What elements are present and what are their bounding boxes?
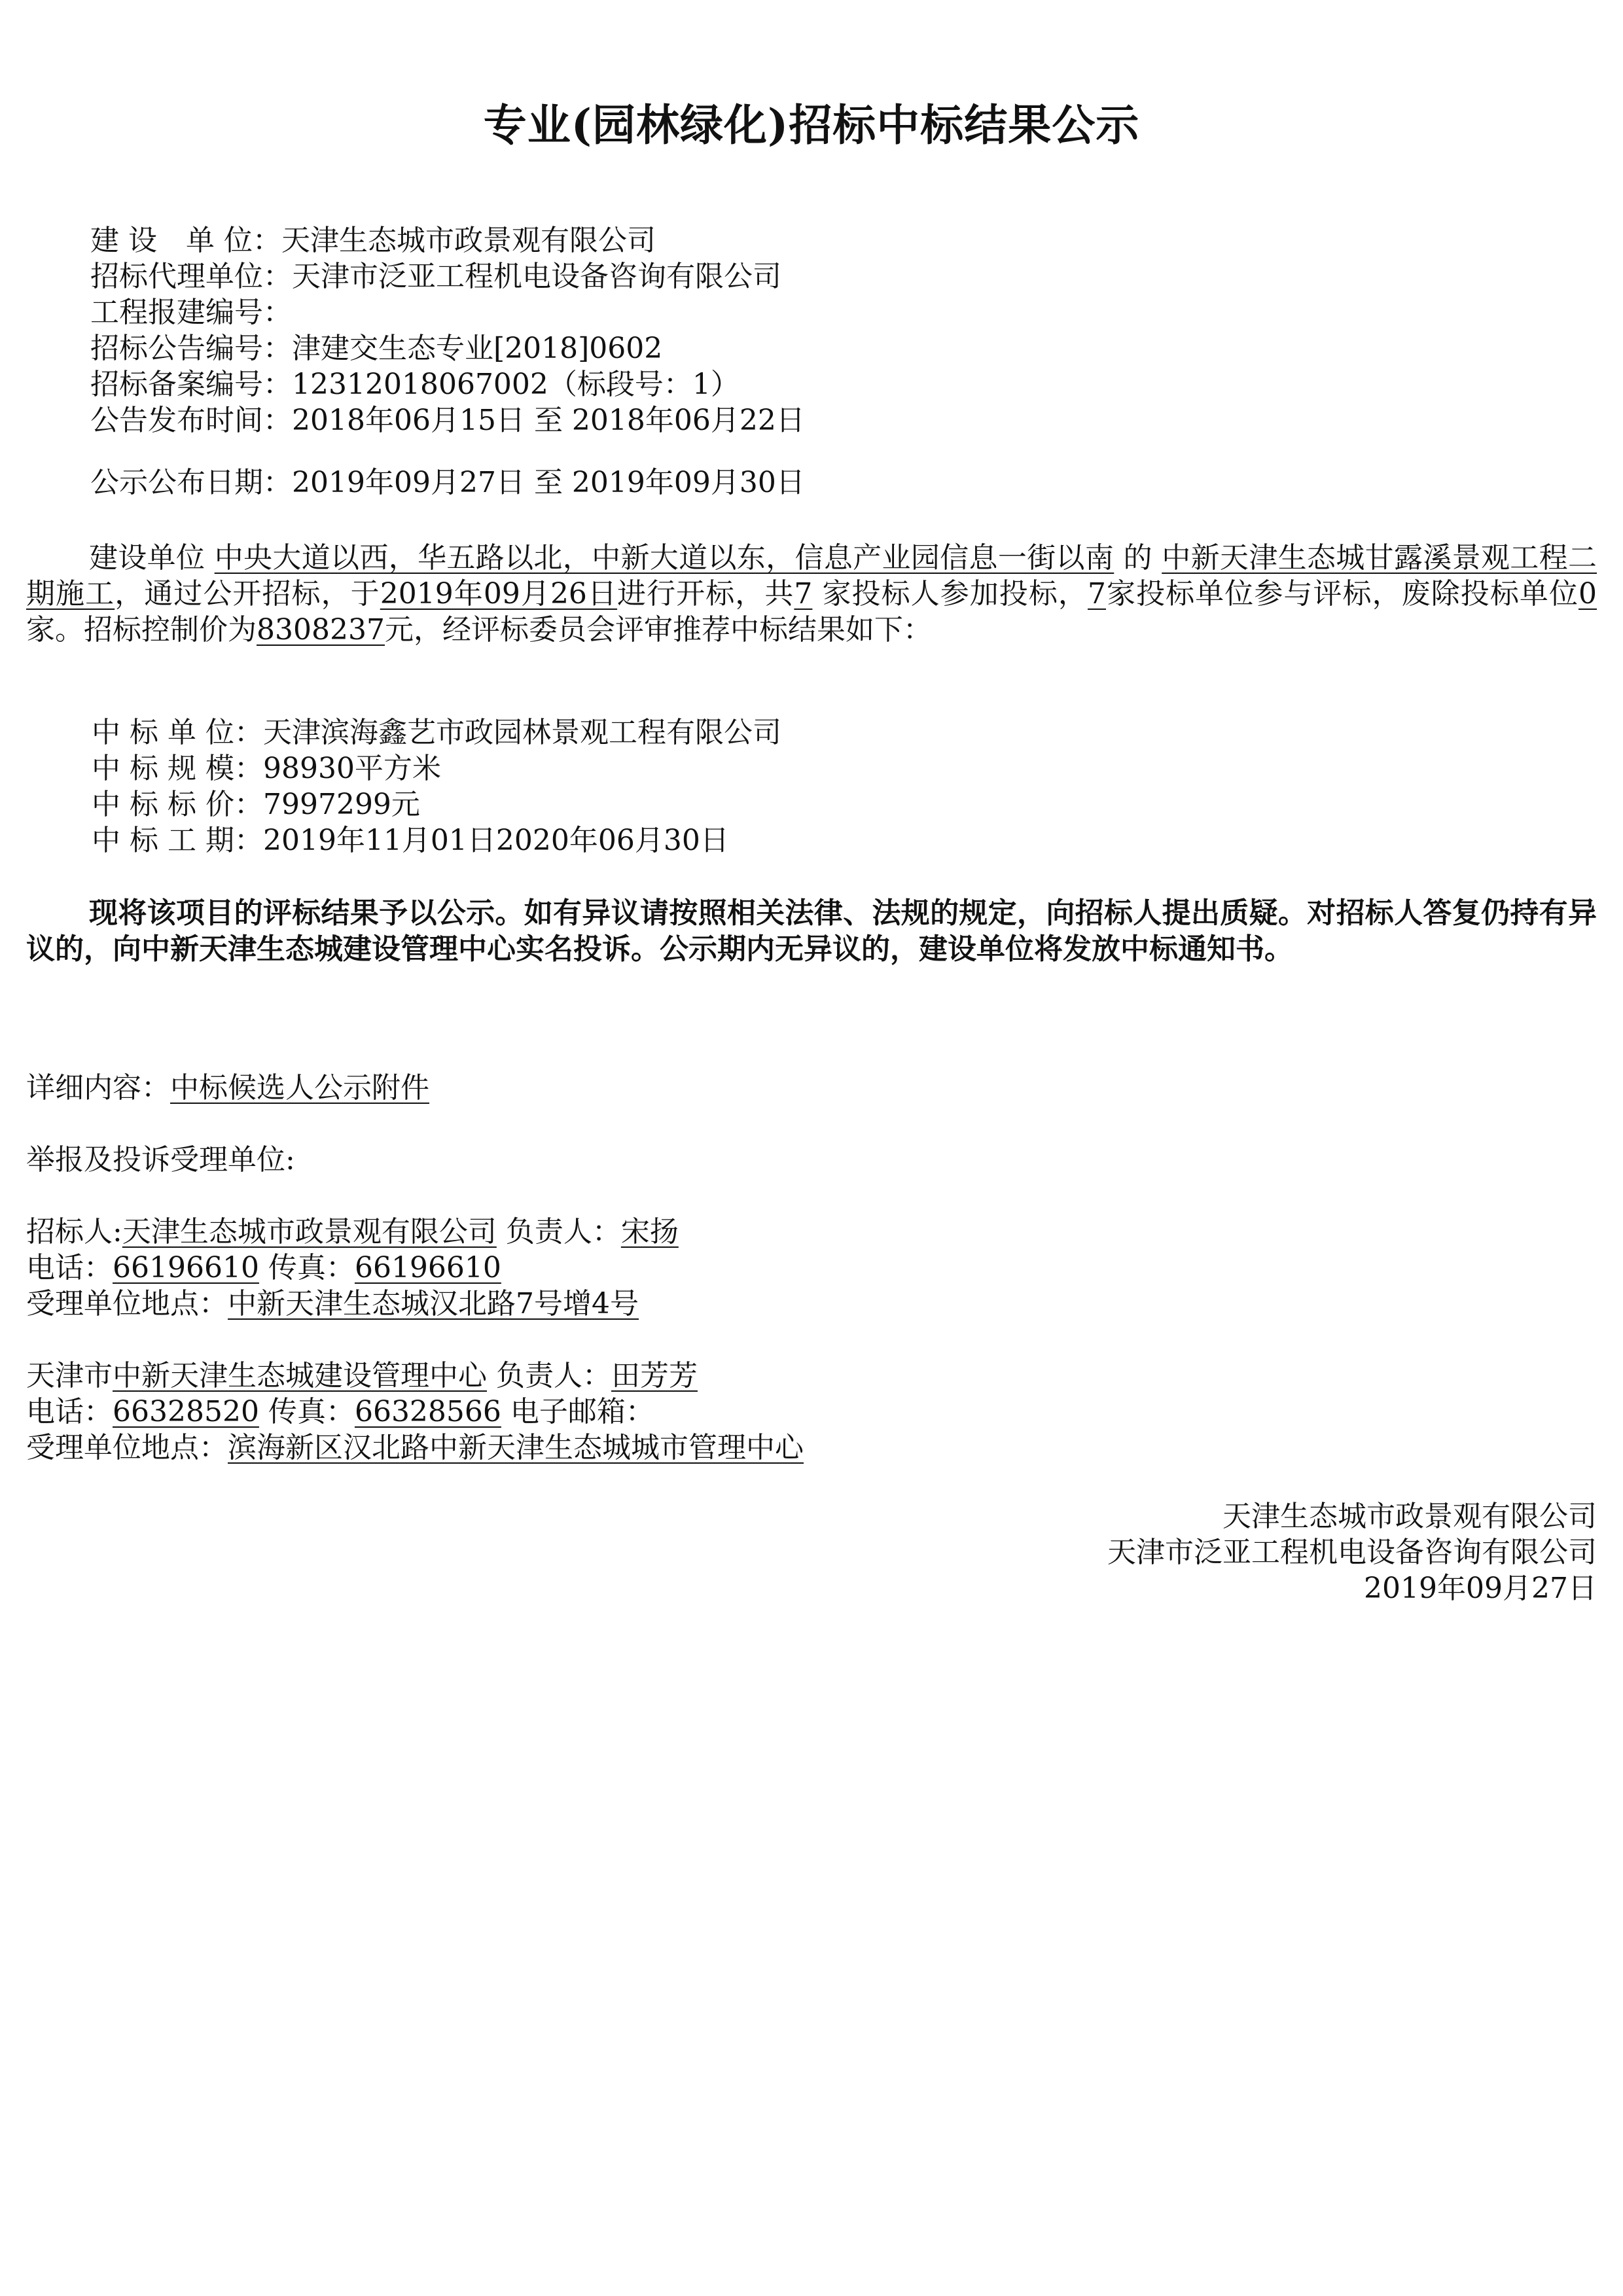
record-no-label: 招标备案编号： — [90, 368, 292, 401]
result-block — [0, 715, 1623, 858]
complaint-title-row — [0, 1142, 1623, 1178]
authority-addr-label: 受理单位地点： — [26, 1431, 228, 1464]
agent-row — [0, 258, 1623, 294]
tenderee-fax: 66196610 — [354, 1251, 501, 1284]
period-row — [0, 822, 1623, 858]
control-price: 8308237 — [257, 613, 385, 646]
project-no-label: 工程报建编号： — [90, 296, 292, 329]
authority-addr: 滨海新区汉北路中新天津生态城城市管理中心 — [228, 1431, 804, 1464]
authority-person: 田芳芳 — [611, 1359, 698, 1392]
tenderee-phone-label: 电话： — [26, 1251, 113, 1284]
notice-no-value: 津建交生态专业[2018]0602 — [292, 332, 663, 365]
authority-person-label: 负责人： — [487, 1359, 611, 1392]
agent-label: 招标代理单位： — [90, 260, 292, 293]
builder-value: 天津生态城市政景观有限公司 — [281, 224, 656, 257]
signature-block — [1107, 1498, 1597, 1606]
para-text: 家投标单位参与评标，废除投标单位 — [1106, 577, 1579, 610]
period-value: 2019年11月01日2020年06月30日 — [262, 824, 729, 857]
record-no-row — [0, 366, 1623, 402]
para-text: 建设单位 — [89, 541, 215, 574]
tenderee-phone: 66196610 — [113, 1251, 259, 1284]
project-name: 中新天津生态城甘露溪景观工程二期施工 — [26, 541, 1597, 610]
notice-no-label: 招标公告编号： — [90, 332, 292, 365]
detail-attachment-link[interactable]: 中标候选人公示附件 — [170, 1071, 429, 1104]
tenderee-contact — [0, 1214, 1623, 1322]
price-label: 中 标 标 价： — [92, 788, 263, 821]
authority-name: 中新天津生态城建设管理中心 — [113, 1359, 487, 1392]
period-label: 中 标 工 期： — [92, 824, 263, 857]
para-text: 家投标人参加投标， — [812, 577, 1088, 610]
authority-phone-label: 电话： — [26, 1395, 113, 1428]
signature-date: 2019年09月27日 — [1364, 1572, 1597, 1605]
tenderee-row — [0, 1214, 1623, 1250]
para-text: ，通过公开招标，于 — [115, 577, 380, 610]
para-text: 元，经评标委员会评审推荐中标结果如下： — [384, 613, 932, 646]
complaint-title: 举报及投诉受理单位: — [26, 1143, 295, 1176]
rejected-count: 0 — [1578, 577, 1597, 610]
announce-label: 公示公布日期： — [90, 466, 292, 499]
scale-row — [0, 751, 1623, 786]
tenderee-fax-label: 传真： — [259, 1251, 355, 1284]
location-link: 中央大道以西，华五路以北，中新大道以东，信息产业园信息一街以南 — [214, 541, 1115, 574]
notice-paragraph: 现将该项目的评标结果予以公示。如有异议请按照相关法律、法规的规定，向招标人提出质疑。对招标人答复仍持有异议的，向中新天津生态城建设管理中心实名投诉。公示期内无异议的，建设单位将发放中标通知书。 — [26, 896, 1597, 966]
publish-row — [0, 402, 1623, 438]
signature-org1: 天津生态城市政景观有限公司 — [1222, 1500, 1597, 1533]
main-paragraph — [26, 540, 1597, 648]
winner-label: 中 标 单 位： — [92, 716, 263, 749]
page-title: 专业(园林绿化)招标中标结果公示 — [483, 99, 1140, 150]
winner-value: 天津滨海鑫艺市政园林景观工程有限公司 — [262, 716, 781, 749]
announce-row — [0, 465, 1623, 501]
bidder-count: 7 — [794, 577, 813, 610]
authority-row — [0, 1358, 1623, 1394]
authority-fax: 66328566 — [354, 1395, 501, 1428]
project-no-row — [0, 294, 1623, 330]
tenderee-name: 天津生态城市政景观有限公司 — [122, 1215, 497, 1248]
para-text: 的 — [1114, 541, 1162, 574]
signature-org2: 天津市泛亚工程机电设备咨询有限公司 — [1107, 1536, 1597, 1569]
tenderee-phone-row — [0, 1250, 1623, 1286]
detail-label: 详细内容： — [26, 1071, 170, 1104]
winner-row — [0, 715, 1623, 751]
publish-label: 公告发布时间： — [90, 404, 292, 437]
authority-phone-row — [0, 1394, 1623, 1430]
open-date: 2019年09月26日 — [380, 577, 618, 610]
scale-value: 98930平方米 — [262, 752, 441, 785]
price-value: 7997299元 — [262, 788, 420, 821]
authority-email-label: 电子邮箱： — [501, 1395, 654, 1428]
tenderee-label: 招标人: — [26, 1215, 122, 1248]
authority-phone: 66328520 — [113, 1395, 259, 1428]
builder-row — [0, 222, 1623, 258]
tenderee-person-label: 负责人： — [496, 1215, 621, 1248]
authority-contact — [0, 1358, 1623, 1466]
notice-no-row — [0, 330, 1623, 366]
tenderee-addr: 中新天津生态城汉北路7号增4号 — [228, 1287, 639, 1320]
tenderee-person: 宋扬 — [620, 1215, 679, 1248]
para-text: 家。招标控制价为 — [26, 613, 257, 646]
announce-value: 2019年09月27日 至 2019年09月30日 — [292, 466, 805, 499]
eval-bidder-count: 7 — [1088, 577, 1106, 610]
price-row — [0, 786, 1623, 822]
scale-label: 中 标 规 模： — [92, 752, 263, 785]
authority-fax-label: 传真： — [259, 1395, 355, 1428]
builder-label: 建 设 单 位： — [90, 224, 281, 257]
tenderee-addr-label: 受理单位地点： — [26, 1287, 228, 1320]
authority-label: 天津市 — [26, 1359, 113, 1392]
tenderee-addr-row — [0, 1286, 1623, 1322]
para-text: 进行开标，共 — [617, 577, 794, 610]
record-no-value: 12312018067002（标段号：1） — [292, 368, 740, 401]
header-info — [0, 222, 1623, 501]
agent-value: 天津市泛亚工程机电设备咨询有限公司 — [292, 260, 781, 293]
publish-value: 2018年06月15日 至 2018年06月22日 — [292, 404, 805, 437]
detail-row — [0, 1070, 1623, 1106]
authority-addr-row — [0, 1430, 1623, 1466]
